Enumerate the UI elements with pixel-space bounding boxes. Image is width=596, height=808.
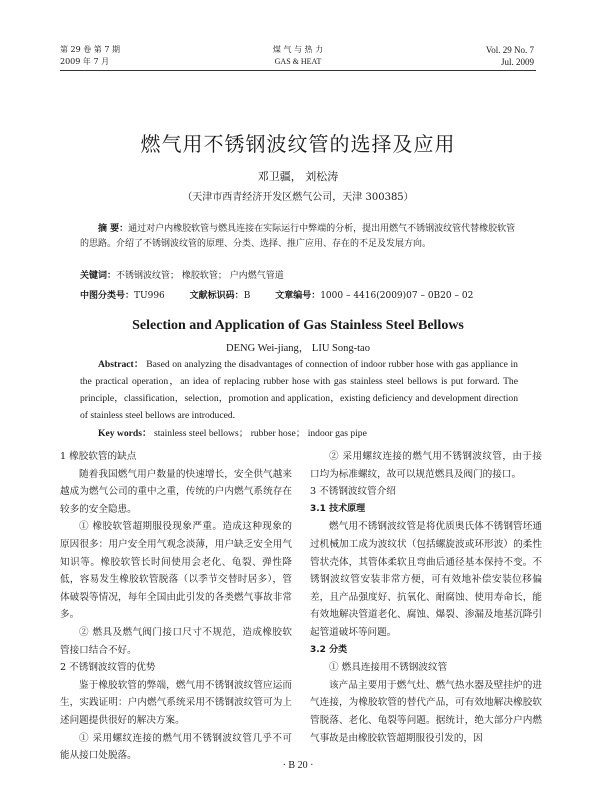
classification-line — [80, 288, 495, 301]
authors: 邓卫疆， 刘松涛 — [257, 170, 339, 183]
english-abstract — [80, 356, 518, 424]
doc-code — [190, 291, 251, 301]
clc-label: 中图分类号： — [80, 291, 135, 301]
body-paragraph: ① 橡胶软管超期服役现象严重。造成这种现象的原因很多：用户安全用气观念淡薄，用户缺乏安全用气知识等。橡胶软管长时间使用会老化、龟裂、弹性降低，容易发生橡胶软管脱落（以季节交替时居多），管体破裂等情况，每年全国由此引发的各类燃气事故非常多。 — [60, 521, 292, 621]
keywords-zh — [80, 268, 284, 281]
english-keywords — [98, 425, 367, 439]
article-title: 燃气用不锈钢波纹管的选择及应用 — [140, 132, 456, 156]
section-heading: 1 橡胶软管的缺点 — [60, 451, 137, 462]
abstract-zh-text: 通过对户内橡胶软管与燃具连接在实际运行中弊端的分析，提出用燃气不锈钢波纹管代替橡胶软管的思路。介绍了不锈钢波纹管的原理、分类、选择、推广应用、存在的不足及发展方向。 — [80, 224, 516, 249]
body-paragraph: 鉴于橡胶软管的弊端，燃气用不锈钢波纹管应运而生，实践证明：户内燃气系统采用不锈钢波纹管可为上述问题提供很好的解决方案。 — [60, 679, 292, 726]
english-authors: DENG Wei-jiang， LIU Song-tao — [226, 343, 370, 354]
journal-name-en: GAS & HEAT — [274, 57, 322, 66]
body-paragraph: ② 采用螺纹连接的燃气用不锈钢波纹管，由于接口均为标准螺纹，故可以规范燃具及阀门的接口。 — [310, 451, 542, 480]
body-column-right — [310, 448, 542, 747]
english-abstract-label: Abstract： — [98, 359, 144, 370]
abstract-zh-label: 摘 要： — [98, 224, 129, 234]
body-paragraph: ② 燃具及燃气阀门接口尺寸不规范，造成橡胶软管接口结合不好。 — [60, 626, 292, 656]
body-paragraph: 随着我国燃气用户数量的快速增长，安全供气越来越成为燃气公司的重中之重，传统的户内燃气系统存在较多的安全隐患。 — [60, 468, 292, 515]
keywords-zh-label: 关键词： — [80, 271, 117, 281]
doc-label: 文献标识码： — [189, 291, 244, 301]
section-heading: 3 不锈钢波纹管介绍 — [310, 486, 396, 498]
journal-vol-en-header — [486, 44, 534, 68]
body-paragraph: ① 采用螺纹连接的燃气用不锈钢波纹管几乎不可能从接口处脱落。 — [60, 732, 292, 762]
section-heading: 2 不锈钢波纹管的优势 — [60, 662, 156, 674]
body-paragraph: 该产品主要用于燃气灶、燃气热水器及壁挂炉的进气连接，为橡胶软管的替代产品，可有效地解决橡胶软管脱落、老化、龟裂等问题。据统计，绝大部分户内燃气事故是由橡胶软管超期服役引发的，因 — [310, 679, 542, 744]
article-label: 文章编号： — [275, 291, 321, 301]
vol-no-en: Vol. 29 No. 7 — [485, 45, 534, 55]
header-rule — [60, 70, 536, 71]
section-heading: 3.1 技术原理 — [310, 503, 366, 514]
date-en: Jul. 2009 — [500, 57, 534, 67]
body-paragraph: ① 燃具连接用不锈钢波纹管 — [329, 662, 448, 674]
english-abstract-text: Based on analyzing the disadvantages of connection of indoor rubber hose with gas appliance in the practical operation，an idea of replacing rubber hose with gas stainless steel bellows is put forward. The principle，classification，selection，promotion and application，existing deficiency and development direction of stainless steel bellows are introduced. — [80, 359, 518, 421]
abstract-zh — [80, 222, 518, 252]
english-title: Selection and Application of Gas Stainless Steel Bellows — [132, 318, 464, 333]
body-column-left — [60, 448, 292, 765]
body-paragraph: 燃气用不锈钢波纹管是将优质奥氏体不锈钢管坯通过机械加工成为波纹状（包括螺旋波或环形波）的柔性管状壳体，其管体柔软且弯曲后通径基本保持不变。不锈钢波纹管安装非常方便，可有效地补偿安装位移偏差，且产品强度好、抗氧化、耐腐蚀、使用寿命长，能有效地解决管道老化、腐蚀、爆裂、渗漏及地基沉降引起管道破坏等问题。 — [310, 521, 542, 638]
clc-value: TU996 — [134, 291, 165, 301]
issue-date: 2009 年 7 月 — [60, 57, 110, 66]
article-value: 1000 – 4416(2009)07 – 0B20 – 02 — [320, 291, 474, 301]
volume-issue: 第 29 卷 第 7 期 — [60, 45, 120, 54]
section-heading: 3.2 分类 — [310, 644, 348, 655]
journal-name-zh: 煤 气 与 热 力 — [272, 45, 324, 54]
page-number: · B 20 · — [282, 760, 314, 771]
english-keywords-text: stainless steel bellows； rubber hose； indoor gas pipe — [153, 428, 367, 439]
affiliation: （天津市西青经济开发区燃气公司，天津 300385） — [182, 192, 414, 203]
english-keywords-label: Key words： — [98, 428, 152, 439]
keywords-zh-text: 不锈钢波纹管； 橡胶软管； 户内燃气管道 — [116, 271, 284, 281]
clc-code — [80, 291, 165, 301]
article-number — [275, 291, 473, 301]
doc-value: B — [243, 291, 251, 301]
